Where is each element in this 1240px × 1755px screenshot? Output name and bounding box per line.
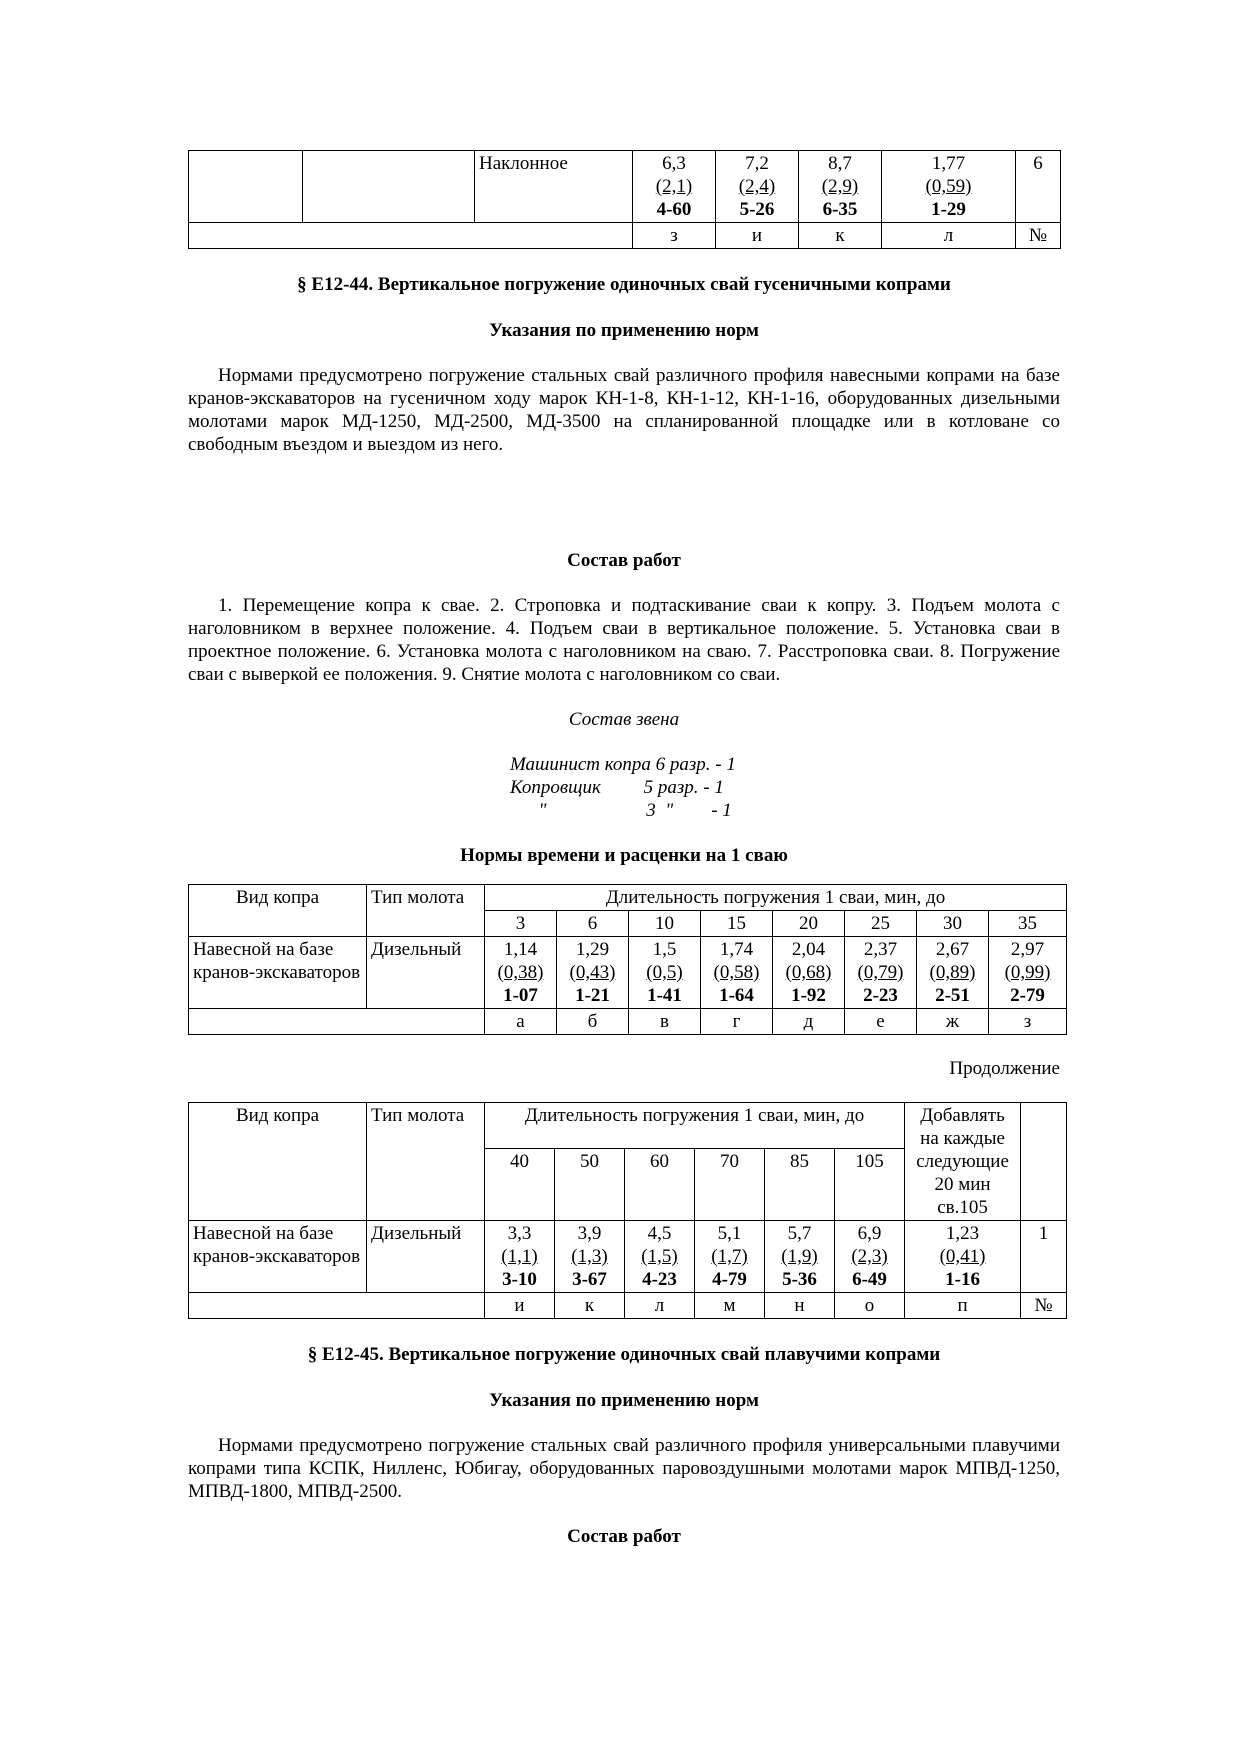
column-letter: п	[905, 1293, 1021, 1319]
column-header: 15	[701, 911, 773, 937]
hammer-cell: Дизельный	[367, 1221, 485, 1293]
value-cell: 1,5 (0,5) 1-41	[629, 937, 701, 1009]
column-header: 25	[845, 911, 917, 937]
value-cell: 1,77 (0,59) 1-29	[882, 151, 1016, 223]
table-cell	[189, 223, 633, 249]
value-cell: 1,29 (0,43) 1-21	[557, 937, 629, 1009]
norms-title: Нормы времени и расценки на 1 сваю	[460, 845, 788, 866]
guide-title: Указания по применению норм	[489, 320, 759, 341]
value-cell: 6,9 (2,3) 6-49	[835, 1221, 905, 1293]
number-sign: №	[1021, 1293, 1067, 1319]
value-cell: 3,9 (1,3) 3-67	[555, 1221, 625, 1293]
letters-row	[189, 1293, 1067, 1319]
document-page	[188, 150, 1060, 1548]
guide-text: Нормами предусмотрено погружение стальных свай различного профиля навесными копрами на базе кранов-экскаваторов на гусеничном ходу марок КН-1-8, КН-1-12, КН-1-16, оборудованных дизельными молотами марок МД-1250, МД-2500, МД-3500 на спланированной площадке или в котловане со свободным въездом и выездом из него.	[188, 365, 1060, 455]
table-row	[189, 151, 1061, 223]
guide-text: Нормами предусмотрено погружение стальных свай различного профиля универсальными плавучими копрами типа КСПК, Нилленс, Юбигау, оборудованных паровоздушными молотами марок МПВД-1250, МПВД-1800, МПВД-2500.	[188, 1435, 1060, 1502]
column-header: 3	[485, 911, 557, 937]
column-letter: о	[835, 1293, 905, 1319]
header-kind: Вид копра	[189, 885, 367, 937]
kind-cell: Навесной на базе кранов-экскаваторов	[189, 1221, 367, 1293]
crew-line: Машинист копра 6 разр. - 1	[510, 754, 736, 775]
column-letter: к	[799, 223, 882, 249]
column-letter: з	[989, 1009, 1067, 1035]
crew-line: Копровщик 5 разр. - 1	[510, 777, 724, 798]
value-cell: 2,04 (0,68) 1-92	[773, 937, 845, 1009]
column-letter: а	[485, 1009, 557, 1035]
continuation-label: Продолжение	[949, 1058, 1060, 1079]
table-row	[189, 1221, 1067, 1293]
table-row	[189, 937, 1067, 1009]
column-letter: г	[701, 1009, 773, 1035]
crew-list	[188, 753, 1060, 822]
table-row	[189, 885, 1067, 911]
letters-row	[189, 223, 1061, 249]
column-letter: и	[716, 223, 799, 249]
table-cell	[303, 151, 475, 223]
value-cell: 1,74 (0,58) 1-64	[701, 937, 773, 1009]
works-text: 1. Перемещение копра к свае. 2. Строповка и подтаскивание сваи к копру. 3. Подъем молота с наголовником в верхнее положение. 4. Подъем сваи в вертикальное положение. 5. Установка сваи в проектное положение. 6. Установка молота с наголовником на сваю. 7. Расстроповка сваи. 8. Погружение сваи с выверкой ее положения. 9. Снятие молота с наголовником со сваи.	[188, 595, 1060, 685]
value-cell: 3,3 (1,1) 3-10	[485, 1221, 555, 1293]
table-cell	[189, 151, 303, 223]
header-hammer: Тип молота	[367, 1103, 485, 1221]
value-cell: 7,2 (2,4) 5-26	[716, 151, 799, 223]
number-sign: №	[1016, 223, 1061, 249]
section-title: § Е12-44. Вертикальное погружение одиночных свай гусеничными копрами	[297, 274, 951, 295]
table-cell	[189, 1293, 485, 1319]
works-title: Состав работ	[567, 550, 681, 571]
value-cell: 5,1 (1,7) 4-79	[695, 1221, 765, 1293]
row-number: 6	[1016, 151, 1061, 223]
column-letter: в	[629, 1009, 701, 1035]
norms-table-1	[188, 884, 1067, 1035]
hammer-cell: Дизельный	[367, 937, 485, 1009]
section-title: § Е12-45. Вертикальное погружение одиночных свай плавучими копрами	[307, 1344, 941, 1365]
header-duration: Длительность погружения 1 сваи, мин, до	[485, 885, 1067, 911]
crew-title: Состав звена	[568, 709, 680, 730]
value-cell: 1,14 (0,38) 1-07	[485, 937, 557, 1009]
column-header: 30	[917, 911, 989, 937]
header-add: Добавлять на каждые следующие 20 мин св.105	[905, 1103, 1021, 1221]
norms-table-2	[188, 1102, 1067, 1319]
value-cell: 2,37 (0,79) 2-23	[845, 937, 917, 1009]
column-header: 35	[989, 911, 1067, 937]
column-letter: л	[625, 1293, 695, 1319]
column-letter: и	[485, 1293, 555, 1319]
column-letter: н	[765, 1293, 835, 1319]
column-header: 70	[695, 1149, 765, 1221]
column-header: 60	[625, 1149, 695, 1221]
column-letter: л	[882, 223, 1016, 249]
column-header: 50	[555, 1149, 625, 1221]
column-header: 85	[765, 1149, 835, 1221]
column-header: 6	[557, 911, 629, 937]
header-hammer: Тип молота	[367, 885, 485, 937]
column-letter: м	[695, 1293, 765, 1319]
header-kind: Вид копра	[189, 1103, 367, 1221]
value-cell: 1,23 (0,41) 1-16	[905, 1221, 1021, 1293]
kind-cell: Навесной на базе кранов-экскаваторов	[189, 937, 367, 1009]
letters-row	[189, 1009, 1067, 1035]
top-table	[188, 150, 1061, 249]
works-title: Состав работ	[567, 1526, 681, 1547]
value-cell: 6,3 (2,1) 4-60	[633, 151, 716, 223]
column-header: 20	[773, 911, 845, 937]
column-header: 40	[485, 1149, 555, 1221]
value-cell: 5,7 (1,9) 5-36	[765, 1221, 835, 1293]
table-row	[189, 1103, 1067, 1149]
column-letter: б	[557, 1009, 629, 1035]
value-cell: 2,97 (0,99) 2-79	[989, 937, 1067, 1009]
column-letter: ж	[917, 1009, 989, 1035]
guide-title: Указания по применению норм	[489, 1390, 759, 1411]
crew-line: " 3 " - 1	[510, 800, 732, 821]
column-letter: з	[633, 223, 716, 249]
header-duration: Длительность погружения 1 сваи, мин, до	[485, 1103, 905, 1149]
column-letter: к	[555, 1293, 625, 1319]
value-cell: 4,5 (1,5) 4-23	[625, 1221, 695, 1293]
value-cell: 2,67 (0,89) 2-51	[917, 937, 989, 1009]
column-letter: д	[773, 1009, 845, 1035]
column-letter: е	[845, 1009, 917, 1035]
table-cell	[1021, 1103, 1067, 1221]
row-number: 1	[1021, 1221, 1067, 1293]
type-label: Наклонное	[475, 151, 633, 223]
column-header: 10	[629, 911, 701, 937]
column-header: 105	[835, 1149, 905, 1221]
table-cell	[189, 1009, 485, 1035]
value-cell: 8,7 (2,9) 6-35	[799, 151, 882, 223]
